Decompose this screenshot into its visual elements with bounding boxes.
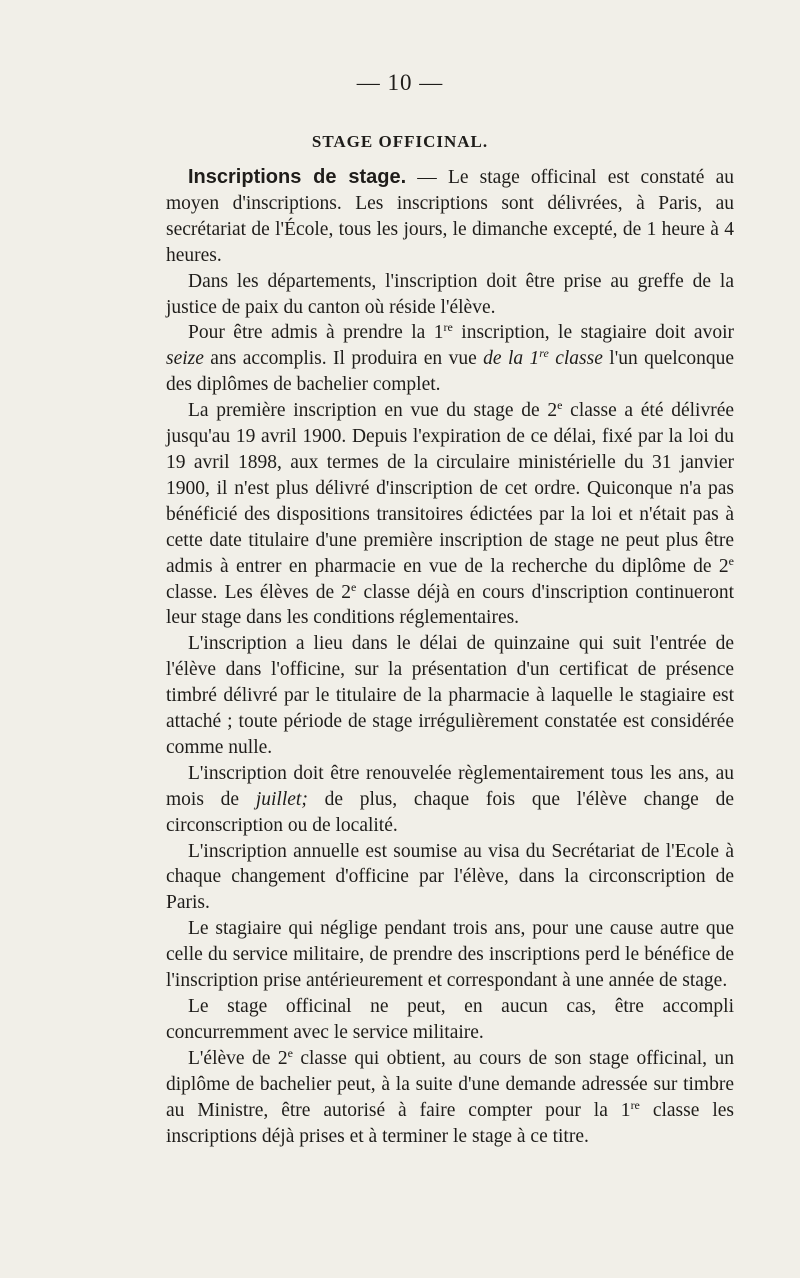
text-segment: inscription, le stagiaire doit avoir: [452, 322, 734, 344]
italic-segment: [483, 348, 603, 369]
text-segment: classe déjà en cours d'inscription continueront leur stage dans les conditions réglementaires.: [166, 581, 734, 629]
section-title: STAGE OFFICINAL.: [311, 132, 489, 151]
superscript: e: [287, 1045, 293, 1060]
paragraph-departements: Dans les départements, l'inscription doit être prise au greffe de la justice de paix du canton où réside l'élève.: [166, 270, 734, 318]
superscript: re: [539, 346, 549, 361]
text-segment: L'élève de 2: [188, 1047, 288, 1069]
italic-text: classe: [548, 348, 603, 370]
text-segment: classe les inscriptions déjà prises et à terminer le stage à ce titre.: [166, 1099, 734, 1147]
text-segment: classe. Les élèves de 2: [166, 581, 351, 603]
superscript: e: [350, 579, 357, 594]
paragraph-inscriptions-de-stage: [166, 165, 734, 269]
paragraph-negligence: Le stagiaire qui néglige pendant trois ans, pour une cause autre que celle du service militaire, de prendre des inscriptions perd le bénéfice de l'inscription prise antérieurement et correspondant à une année de stage.: [166, 918, 734, 992]
text-segment: ans accomplis. Il produira en vue: [203, 348, 484, 370]
paragraph-visa: L'inscription annuelle est soumise au visa du Secrétariat de l'Ecole à chaque changement d'officine par l'élève, dans la circonscription de Paris.: [166, 840, 734, 914]
superscript: re: [630, 1097, 640, 1112]
paragraph-delai-inscription: L'inscription a lieu dans le délai de quinzaine qui suit l'entrée de l'élève dans l'officine, sur la présentation d'un certificat de présence timbré délivré par le titulaire de la pharmacie à laquelle le stagiaire est attaché ; toute période de stage irrégulièrement constatée est considérée comme nulle.: [166, 633, 734, 758]
text-segment: Pour être admis à prendre la 1: [188, 322, 444, 344]
text-segment: classe a été délivrée jusqu'au 19 avril 1900. Depuis l'expiration de ce délai, fixé par la loi du 19 avril 1898, aux termes de la circulaire ministérielle du 31 janvier 1900, il n'est plus délivré d'inscription de cet ordre. Quiconque n'a pas bénéficié des dispositions transitoires édictées par la loi et n'était pas à cette date titulaire d'une première inscription de stage ne peut plus être admis à entrer en pharmacie en vue de la recherche du diplôme de 2: [166, 400, 734, 577]
superscript: e: [728, 553, 734, 568]
paragraph-lead: Inscriptions de stage.: [188, 166, 407, 188]
paragraph-renouvellement: [166, 761, 734, 839]
paragraph-admission: [166, 320, 734, 398]
italic-text: de la 1: [483, 348, 540, 370]
italic-segment: seize: [166, 348, 204, 370]
body-text: [166, 165, 734, 1149]
paragraph-diplome-bachelier: [166, 1046, 734, 1150]
superscript: e: [557, 398, 563, 413]
text-segment: l'un quelconque des diplômes de bachelier complet.: [166, 348, 734, 396]
text-segment: La première inscription en vue du stage de 2: [188, 400, 558, 422]
text-segment: L'inscription doit être renouvelée règlementairement tous les ans, au mois de: [166, 762, 734, 810]
text-segment: de plus, chaque fois que l'élève change de circonscription ou de localité.: [166, 788, 734, 836]
page-number: — 10 —: [356, 70, 444, 95]
paragraph-text: — Le stage officinal est constaté au moyen d'inscriptions. Les inscriptions sont délivrées, à Paris, au secrétariat de l'École, tous les jours, le dimanche excepté, de 1 heure à 4 heures.: [166, 167, 734, 266]
italic-segment: juillet;: [255, 788, 308, 810]
paragraph-service-militaire: Le stage officinal ne peut, en aucun cas, être accompli concurremment avec le service militaire.: [166, 996, 734, 1043]
superscript: re: [443, 320, 453, 335]
text-segment: classe qui obtient, au cours de son stage officinal, un diplôme de bachelier peut, à la suite d'une demande adressée sur timbre au Ministre, être autorisé à faire compter pour la 1: [166, 1047, 734, 1121]
paragraph-premiere-inscription: [166, 398, 734, 631]
